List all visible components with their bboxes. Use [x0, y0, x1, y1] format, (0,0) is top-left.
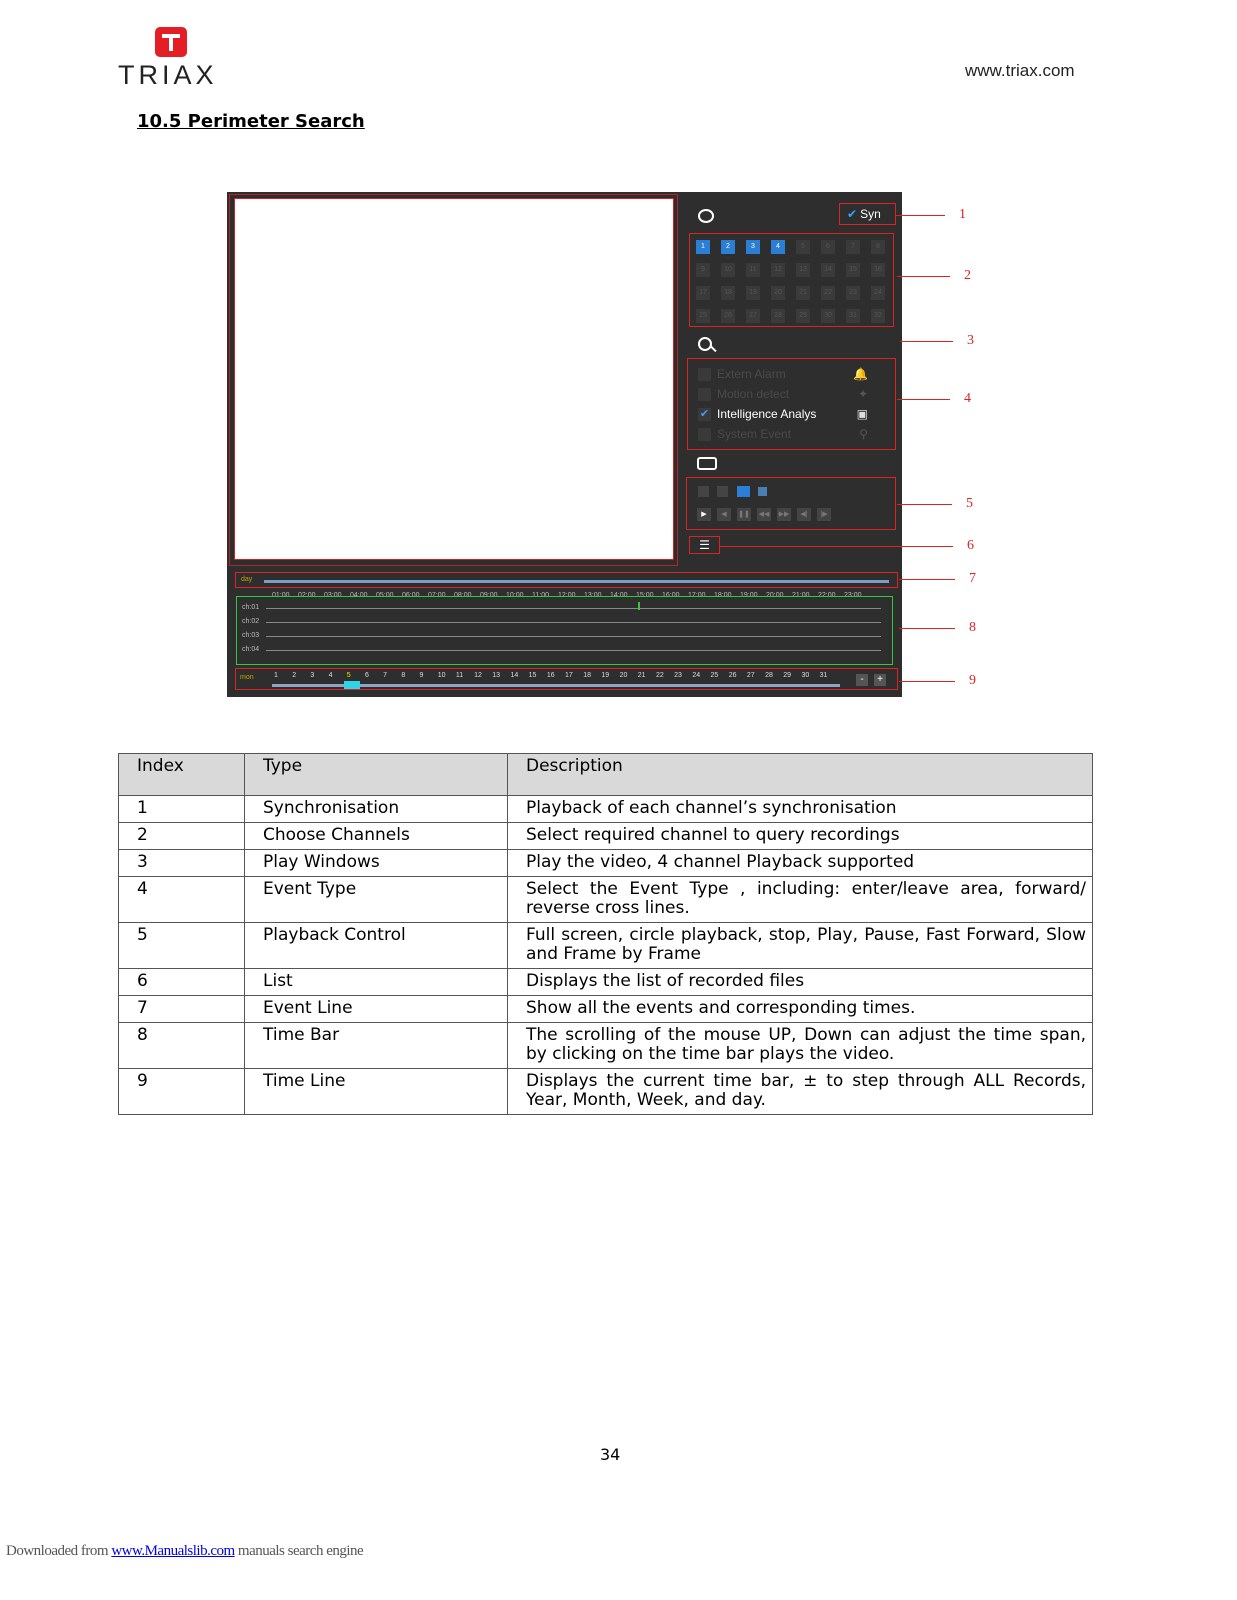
- day-tick: 4: [328, 672, 333, 679]
- callout-line: [900, 341, 953, 342]
- channel-button[interactable]: 30: [821, 309, 835, 323]
- cell-type: Choose Channels: [245, 823, 508, 850]
- analysis-icon: ▣: [856, 407, 868, 421]
- stop-icon[interactable]: [758, 487, 767, 496]
- callout-number: 8: [969, 620, 976, 635]
- frame-back-icon[interactable]: ◀|: [797, 508, 811, 521]
- channel-button[interactable]: 15: [846, 263, 860, 277]
- callout-number: 2: [964, 268, 971, 283]
- day-ticks: [274, 672, 838, 679]
- day-tick: 16: [546, 672, 555, 679]
- cell-type: Playback Control: [245, 923, 508, 969]
- day-tick: 7: [383, 672, 388, 679]
- pause-icon[interactable]: ❚❚: [737, 508, 751, 521]
- cell-index: 5: [119, 923, 245, 969]
- channel-button[interactable]: 14: [821, 263, 835, 277]
- callout-number: 9: [969, 673, 976, 688]
- cell-type: Time Bar: [245, 1023, 508, 1069]
- cell-type: Synchronisation: [245, 796, 508, 823]
- search-icon-handle: [710, 346, 716, 352]
- cell-index: 2: [119, 823, 245, 850]
- event-line[interactable]: [235, 572, 898, 588]
- zoom-in-button[interactable]: +: [874, 674, 886, 686]
- header-index: Index: [119, 754, 245, 796]
- cell-description: Show all the events and corresponding times.: [508, 996, 1093, 1023]
- page-number: 34: [600, 1445, 621, 1464]
- channel-button[interactable]: 25: [696, 309, 710, 323]
- footer-prefix: Downloaded from: [6, 1543, 112, 1559]
- header-description: Description: [508, 754, 1093, 796]
- cell-description: Playback of each channel’s synchronisation: [508, 796, 1093, 823]
- hour-tick: 12:00: [558, 592, 576, 599]
- callout-number: 6: [967, 538, 974, 553]
- cell-type: Event Line: [245, 996, 508, 1023]
- event-type-item[interactable]: [698, 387, 888, 405]
- callout-number: 5: [966, 496, 973, 511]
- callout-line: [899, 628, 955, 629]
- cell-index: 3: [119, 850, 245, 877]
- day-tick: 28: [765, 672, 773, 679]
- cell-type: Time Line: [245, 1069, 508, 1115]
- hour-tick: 19:00: [740, 592, 758, 599]
- channel-button[interactable]: 4: [771, 240, 785, 254]
- time-cursor[interactable]: [638, 602, 640, 610]
- table-row: [119, 923, 1093, 969]
- channel-row-label: ch:03: [242, 632, 260, 639]
- channel-button[interactable]: 3: [746, 240, 760, 254]
- channel-button[interactable]: 10: [721, 263, 735, 277]
- event-type-list: [687, 358, 896, 450]
- day-tick: 25: [710, 672, 719, 679]
- table-row: [119, 1023, 1093, 1069]
- callout-number: 7: [969, 571, 976, 586]
- cell-index: 7: [119, 996, 245, 1023]
- play-window: [234, 198, 674, 560]
- cell-description: Select required channel to query recordings: [508, 823, 1093, 850]
- hour-tick: 06:00: [402, 592, 420, 599]
- channel-button[interactable]: 9: [696, 263, 710, 277]
- day-tick: 29: [783, 672, 792, 679]
- motion-icon: ✦: [857, 387, 868, 401]
- hour-tick: 04:00: [350, 592, 368, 599]
- hour-tick: 01:00: [272, 592, 290, 599]
- hour-tick: 14:00: [610, 592, 628, 599]
- day-tick: 21: [637, 672, 646, 679]
- play-icon[interactable]: ▶: [697, 508, 711, 521]
- event-label: Extern Alarm: [717, 367, 786, 381]
- channel-row-label: ch:01: [242, 604, 260, 611]
- channel-row-line[interactable]: [266, 636, 881, 637]
- callout-number: 1: [959, 207, 966, 222]
- table-row: [119, 1069, 1093, 1115]
- cell-description: Displays the list of recorded files: [508, 969, 1093, 996]
- cell-index: 9: [119, 1069, 245, 1115]
- cell-description: Select the Event Type , including: enter/leave area, forward/ reverse cross lines.: [508, 877, 1093, 923]
- header-type: Type: [245, 754, 508, 796]
- table-row: [119, 969, 1093, 996]
- search-icon: [698, 337, 712, 351]
- channel-row-label: ch:04: [242, 646, 260, 653]
- day-tick: 30: [801, 672, 810, 679]
- day-tick: 2: [292, 672, 297, 679]
- callout-line: [897, 276, 950, 277]
- check-icon: ✔: [847, 207, 858, 221]
- table-header-row: [119, 754, 1093, 796]
- cell-index: 8: [119, 1023, 245, 1069]
- day-tick: 22: [655, 672, 664, 679]
- hour-tick: 09:00: [480, 592, 498, 599]
- hour-tick: 23:00: [844, 592, 862, 599]
- event-label: Intelligence Analys: [717, 407, 817, 421]
- hour-tick: 21:00: [792, 592, 810, 599]
- day-tick: 8: [401, 672, 406, 679]
- time-line[interactable]: [235, 668, 898, 690]
- channel-grid: [689, 233, 894, 327]
- day-tick: 1: [274, 672, 278, 679]
- day-tick: 27: [746, 672, 755, 679]
- day-tick: 31: [819, 672, 828, 679]
- frame-forward-icon[interactable]: |▶: [817, 508, 831, 521]
- channel-button[interactable]: 31: [846, 309, 860, 323]
- day-tick: 26: [728, 672, 737, 679]
- syn-checkbox[interactable]: [839, 203, 896, 225]
- table-row: [119, 796, 1093, 823]
- channel-button[interactable]: 2: [721, 240, 735, 254]
- callout-number: 4: [964, 391, 971, 406]
- channel-row-line[interactable]: [266, 622, 881, 623]
- table-row: [119, 877, 1093, 923]
- fast-forward-icon[interactable]: ▶▶: [777, 508, 791, 521]
- slow-icon[interactable]: ◀◀: [757, 508, 771, 521]
- video-camera-icon: [697, 457, 717, 470]
- channel-button[interactable]: 21: [796, 286, 810, 300]
- cell-type: Event Type: [245, 877, 508, 923]
- event-checkbox[interactable]: [698, 428, 711, 441]
- circle-playback-icon[interactable]: [737, 486, 750, 497]
- fullscreen-icon[interactable]: [698, 486, 709, 497]
- hour-tick: 07:00: [428, 592, 446, 599]
- cell-type: List: [245, 969, 508, 996]
- event-type-item[interactable]: [698, 407, 888, 425]
- day-tick: 13: [492, 672, 501, 679]
- channel-button[interactable]: 20: [771, 286, 785, 300]
- hour-tick: 05:00: [376, 592, 394, 599]
- channel-button[interactable]: 5: [796, 240, 810, 254]
- hour-tick: 18:00: [714, 592, 732, 599]
- day-label: day: [241, 576, 253, 583]
- cell-description: The scrolling of the mouse UP, Down can adjust the time span, by clicking on the time bar plays the video.: [508, 1023, 1093, 1069]
- day-tick: 18: [583, 672, 591, 679]
- day-tick: 20: [619, 672, 628, 679]
- zoom-out-button[interactable]: -: [856, 674, 868, 686]
- list-icon[interactable]: ☰: [689, 536, 720, 554]
- channel-button[interactable]: 23: [846, 286, 860, 300]
- hour-tick: 13:00: [584, 592, 602, 599]
- cell-description: Full screen, circle playback, stop, Play, Pause, Fast Forward, Slow and Frame by Frame: [508, 923, 1093, 969]
- event-label: System Event: [717, 427, 792, 441]
- table-row: [119, 823, 1093, 850]
- channel-button[interactable]: 8: [871, 240, 885, 254]
- footer-suffix: manuals search engine: [234, 1543, 364, 1559]
- callout-line: [897, 399, 950, 400]
- channel-button[interactable]: 18: [721, 286, 735, 300]
- channel-button[interactable]: 32: [871, 309, 885, 323]
- cell-index: 1: [119, 796, 245, 823]
- day-tick: 11: [455, 672, 464, 679]
- time-bar[interactable]: [236, 596, 893, 665]
- channel-button[interactable]: 11: [746, 263, 760, 277]
- feature-table: [118, 753, 1093, 1115]
- day-tick: 17: [565, 672, 573, 679]
- hour-tick: 02:00: [298, 592, 316, 599]
- channel-button[interactable]: 17: [696, 286, 710, 300]
- snapshot-icon[interactable]: [717, 486, 728, 497]
- channel-button[interactable]: 19: [746, 286, 760, 300]
- cell-index: 6: [119, 969, 245, 996]
- channel-button[interactable]: 24: [871, 286, 885, 300]
- table-row: [119, 996, 1093, 1023]
- reverse-icon[interactable]: ◀: [717, 508, 731, 521]
- day-tick: 12: [474, 672, 482, 679]
- channel-row-line[interactable]: [266, 650, 881, 651]
- hour-tick: 11:00: [532, 592, 549, 599]
- bell-icon: 🔔: [853, 367, 868, 381]
- hour-tick: 17:00: [688, 592, 706, 599]
- event-type-item[interactable]: [698, 427, 888, 445]
- channel-button[interactable]: 29: [796, 309, 810, 323]
- channel-button[interactable]: 12: [771, 263, 785, 277]
- callout-line: [895, 215, 945, 216]
- event-checkbox[interactable]: [698, 368, 711, 381]
- table-row: [119, 850, 1093, 877]
- site-url: www.triax.com: [965, 61, 1075, 80]
- playback-screenshot: [227, 192, 902, 697]
- channel-button[interactable]: 7: [846, 240, 860, 254]
- channel-button[interactable]: 1: [696, 240, 710, 254]
- day-tick: 19: [601, 672, 610, 679]
- section-title: 10.5 Perimeter Search: [137, 111, 365, 132]
- syn-label: Syn: [860, 207, 881, 221]
- day-tick: 3: [310, 672, 315, 679]
- event-type-item[interactable]: [698, 367, 888, 385]
- brand-wordmark: TRIAX: [118, 60, 218, 90]
- channel-button[interactable]: 28: [771, 309, 785, 323]
- hour-tick: 08:00: [454, 592, 472, 599]
- hour-tick: 03:00: [324, 592, 342, 599]
- hour-tick: 10:00: [506, 592, 524, 599]
- hour-tick: 20:00: [766, 592, 784, 599]
- day-tick: 23: [674, 672, 682, 679]
- day-tick: 24: [692, 672, 701, 679]
- day-tick: 9: [419, 672, 424, 679]
- event-checkbox[interactable]: ✔: [699, 408, 710, 421]
- channel-button[interactable]: 16: [871, 263, 885, 277]
- day-tick: 10: [437, 672, 446, 679]
- day-tick: 15: [528, 672, 537, 679]
- event-line-bar: [264, 580, 889, 583]
- system-icon: ⚲: [859, 427, 868, 441]
- cell-description: Play the video, 4 channel Playback supported: [508, 850, 1093, 877]
- day-tick: 14: [510, 672, 519, 679]
- channel-button[interactable]: 22: [821, 286, 835, 300]
- callout-line: [899, 579, 955, 580]
- day-tick: 6: [364, 672, 369, 679]
- hour-tick: 16:00: [662, 592, 680, 599]
- callout-line: [899, 681, 955, 682]
- camera-icon: [698, 209, 714, 223]
- cell-type: Play Windows: [245, 850, 508, 877]
- hour-tick: 22:00: [818, 592, 836, 599]
- channel-row-label: ch:02: [242, 618, 260, 625]
- cell-description: Displays the current time bar, ± to step through ALL Records, Year, Month, Week, and day.: [508, 1069, 1093, 1115]
- download-footer: [6, 1543, 363, 1560]
- time-line-thumb[interactable]: [344, 681, 360, 689]
- logo-t-glyph-stem: [169, 36, 173, 51]
- cell-index: 4: [119, 877, 245, 923]
- event-label: Motion detect: [717, 387, 790, 401]
- channel-button[interactable]: 6: [821, 240, 835, 254]
- playback-controls: [686, 477, 896, 530]
- hour-tick: 15:00: [636, 592, 654, 599]
- channel-button[interactable]: 26: [721, 309, 735, 323]
- callout-line: [897, 504, 952, 505]
- callout-number: 3: [967, 333, 974, 348]
- channel-row-line[interactable]: [266, 608, 881, 609]
- event-checkbox[interactable]: [698, 388, 711, 401]
- mon-label: mon: [240, 674, 254, 681]
- channel-button[interactable]: 27: [746, 309, 760, 323]
- day-tick: 5: [346, 672, 351, 679]
- manualslib-link[interactable]: www.Manualslib.com: [111, 1543, 235, 1559]
- channel-button[interactable]: 13: [796, 263, 810, 277]
- callout-line: [720, 546, 953, 547]
